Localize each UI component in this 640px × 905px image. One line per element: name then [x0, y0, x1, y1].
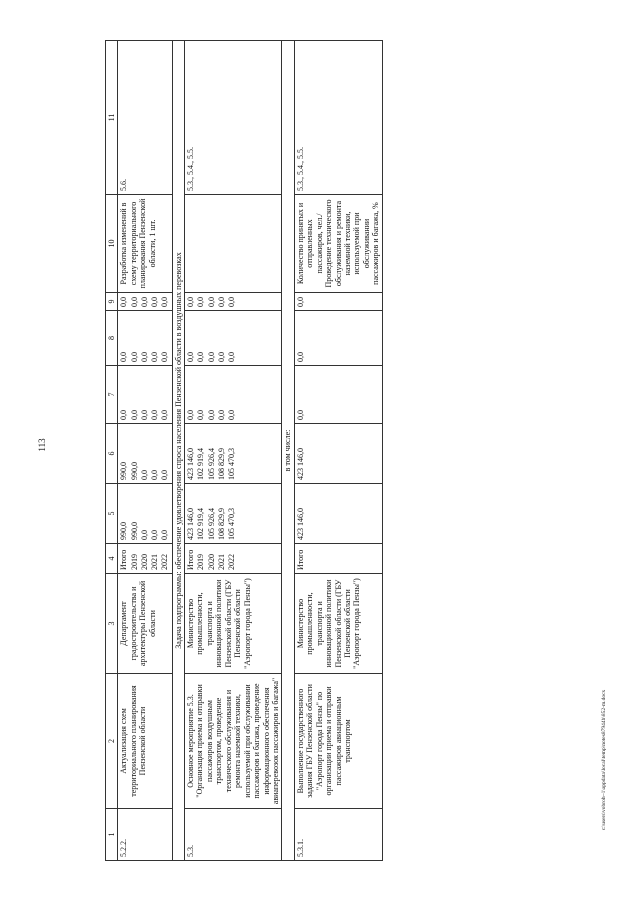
- col-num: 4: [106, 544, 118, 574]
- value: 0,0: [129, 352, 139, 362]
- total-cell: [118, 484, 172, 544]
- event-name: Актуализация схем территориального планирования Пензенской области: [118, 674, 172, 809]
- col-num: 5: [106, 484, 118, 544]
- federal-budget-cell: [118, 366, 172, 424]
- value: 0,0: [160, 352, 170, 362]
- table-row: [294, 41, 382, 861]
- value: 0,0: [119, 410, 129, 420]
- value: 0,0: [196, 297, 206, 307]
- value: 0,0: [216, 410, 226, 420]
- years-cell: [185, 544, 282, 574]
- col-num: 7: [106, 366, 118, 424]
- year: Итого: [119, 549, 129, 570]
- other-sources-cell: [185, 293, 282, 311]
- total-value: 423 146,0: [294, 484, 382, 544]
- executor: Министерство промышленности, транспорта и инновационной политики Пензенской области (ГБУ Пензенской области "Аэропорт города Пензы"): [185, 574, 282, 674]
- value: 990,0: [129, 522, 139, 540]
- col-num: 2: [106, 674, 118, 809]
- value: 423 146,0: [186, 448, 196, 480]
- value: 105 926,4: [206, 448, 216, 480]
- value: 0,0: [226, 410, 236, 420]
- value: 0,0: [119, 352, 129, 362]
- rotated-page-content: [105, 41, 535, 861]
- value: 0,0: [129, 297, 139, 307]
- year: 2022: [160, 554, 170, 570]
- value: 0,0: [206, 352, 216, 362]
- event-name: Выполнение государственного задания ГБУ Пензенской области "Аэропорт города Пензы" по организации приема и отправки пассажиров авиационным транспортом: [294, 674, 382, 809]
- value: 0,0: [150, 530, 160, 540]
- regional-budget-cell: [185, 424, 282, 484]
- other-sources-value: 0,0: [294, 293, 382, 311]
- federal-budget-cell: [185, 366, 282, 424]
- table-row: [118, 41, 172, 861]
- year: Итого: [294, 544, 382, 574]
- value: 0,0: [139, 410, 149, 420]
- local-budget-cell: [185, 311, 282, 366]
- value: 990,0: [119, 462, 129, 480]
- col-num: 3: [106, 574, 118, 674]
- col-num: 8: [106, 311, 118, 366]
- federal-budget-value: 0,0: [294, 366, 382, 424]
- page-number: 113: [37, 438, 47, 452]
- value: 0,0: [139, 470, 149, 480]
- subtotal-label: в том числе:: [282, 41, 294, 861]
- indicator-ref: 5.3., 5.4., 5.5.: [294, 41, 382, 195]
- col-num: 1: [106, 809, 118, 861]
- value: 0,0: [150, 352, 160, 362]
- value: 0,0: [139, 297, 149, 307]
- value: 0,0: [150, 410, 160, 420]
- value: 0,0: [206, 297, 216, 307]
- year: 2021: [150, 554, 160, 570]
- value: 0,0: [160, 530, 170, 540]
- value: 0,0: [129, 410, 139, 420]
- year: 2019: [196, 554, 206, 570]
- year: Итого: [186, 549, 196, 570]
- value: 105 470,3: [226, 508, 236, 540]
- value: 0,0: [150, 297, 160, 307]
- file-path-footer: c:\users\vobroh~1\appdata\local\temp\notes87944b\852-m.docx: [601, 689, 607, 831]
- indicator: [185, 195, 282, 293]
- column-number-row: [106, 41, 118, 861]
- other-sources-cell: [118, 293, 172, 311]
- value: 0,0: [186, 410, 196, 420]
- value: 0,0: [226, 352, 236, 362]
- years-cell: [118, 544, 172, 574]
- year: 2020: [139, 554, 149, 570]
- local-budget-cell: [118, 311, 172, 366]
- subtotal-row: [282, 41, 294, 861]
- task-text: Задача подпрограммы: обеспечение удовлетворения спроса населения Пензенской области в воздушных перевозках: [172, 41, 184, 861]
- value: 0,0: [196, 352, 206, 362]
- year: 2020: [206, 554, 216, 570]
- year: 2022: [226, 554, 236, 570]
- indicator: Разработка изменений в схему территориального планирования Пензенской области, 1 шт.: [118, 195, 172, 293]
- year: 2019: [129, 554, 139, 570]
- col-num: 10: [106, 195, 118, 293]
- value: 0,0: [216, 297, 226, 307]
- row-number: 5.2.2.: [118, 809, 172, 861]
- executor: Департамент градостроительства и архитектуры Пензенской области: [118, 574, 172, 674]
- value: 105 470,3: [226, 448, 236, 480]
- row-number: 5.3.1.: [294, 809, 382, 861]
- col-num: 11: [106, 41, 118, 195]
- row-number: 5.3.: [185, 809, 282, 861]
- value: 0,0: [160, 410, 170, 420]
- value: 990,0: [129, 462, 139, 480]
- total-cell: [185, 484, 282, 544]
- value: 108 829,9: [216, 508, 226, 540]
- year: 2021: [216, 554, 226, 570]
- value: 990,0: [119, 522, 129, 540]
- program-table: [105, 40, 383, 861]
- value: 0,0: [139, 530, 149, 540]
- value: 0,0: [186, 352, 196, 362]
- indicator-ref: 5.3., 5.4., 5.5.: [185, 41, 282, 195]
- executor: Министерство промышленности, транспорта и инновационной политики Пензенской области (ГБУ Пензенской области "Аэропорт города Пензы"): [294, 574, 382, 674]
- event-name: Основное мероприятие 5.3. "Организация приема и отправки пассажиров воздушным транспортом, проведение технического обслуживания и ремонта наземной техники, используемой при обслуживании пассажиров и багажа, проведение информационного обеспечения авиаперевозок пассажиров и багажа": [185, 674, 282, 809]
- col-num: 9: [106, 293, 118, 311]
- value: 105 926,4: [206, 508, 216, 540]
- value: 102 919,4: [196, 448, 206, 480]
- value: 0,0: [150, 470, 160, 480]
- value: 108 829,9: [216, 448, 226, 480]
- regional-budget-value: 423 146,0: [294, 424, 382, 484]
- value: 102 919,4: [196, 508, 206, 540]
- value: 0,0: [216, 352, 226, 362]
- task-row: [172, 41, 184, 861]
- value: 0,0: [206, 410, 216, 420]
- value: 0,0: [139, 352, 149, 362]
- value: 0,0: [160, 297, 170, 307]
- value: 423 146,0: [186, 508, 196, 540]
- value: 0,0: [160, 470, 170, 480]
- indicator: Количество принятых и отправленных пассажиров, чел./ Проведение технического обслуживания и ремонта наземной техники, используемой при обслуживании пассажиров и багажа, %: [294, 195, 382, 293]
- value: 0,0: [196, 410, 206, 420]
- table-row: [185, 41, 282, 861]
- local-budget-value: 0,0: [294, 311, 382, 366]
- regional-budget-cell: [118, 424, 172, 484]
- value: 0,0: [226, 297, 236, 307]
- indicator-ref: 5.6.: [118, 41, 172, 195]
- col-num: 6: [106, 424, 118, 484]
- value: 0,0: [186, 297, 196, 307]
- value: 0,0: [119, 297, 129, 307]
